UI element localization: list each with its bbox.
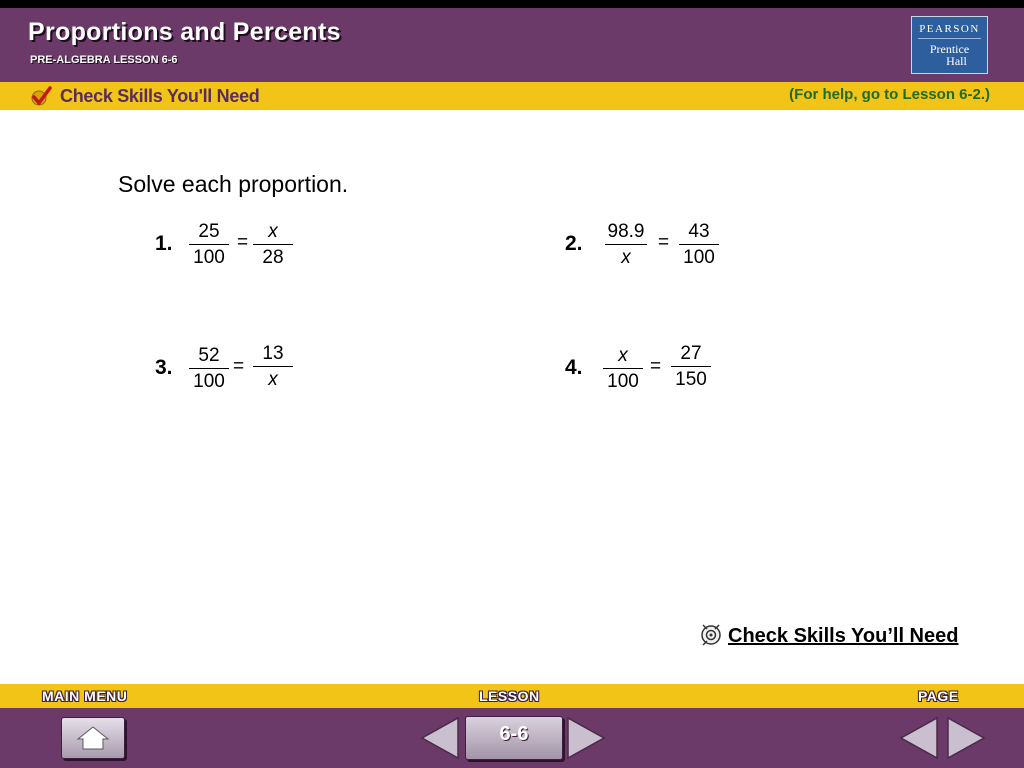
- skills-label: Check Skills You'll Need: [60, 86, 260, 106]
- fraction-left: [601, 220, 651, 269]
- logo-line3: Hall: [946, 54, 967, 68]
- problem-number: 4.: [565, 356, 583, 379]
- denominator: 28: [262, 247, 284, 268]
- fraction-right: [249, 220, 297, 269]
- fraction-bar: [189, 368, 229, 369]
- denominator: 100: [193, 247, 225, 268]
- numerator: 27: [680, 343, 702, 364]
- equals-sign: =: [237, 232, 249, 253]
- lesson-previous-arrow-left-icon[interactable]: [420, 716, 460, 760]
- fraction-bar: [605, 244, 647, 245]
- nav-labels-bar: [0, 684, 1024, 708]
- home-icon: [76, 725, 110, 751]
- fraction-left: [599, 344, 647, 393]
- problem-3: [155, 342, 295, 402]
- denominator: 100: [683, 247, 715, 268]
- skills-bar: [0, 82, 1024, 110]
- page-label: PAGE: [918, 688, 959, 704]
- lesson-number: 6-6: [465, 716, 563, 760]
- problem-4: [565, 342, 725, 402]
- fraction-bar: [603, 368, 643, 369]
- home-button[interactable]: [61, 717, 125, 759]
- top-edge: [0, 0, 1024, 8]
- lesson-subtitle: PRE-ALGEBRA LESSON 6-6: [30, 54, 178, 66]
- equals-sign: =: [658, 232, 670, 253]
- pearson-logo: [911, 16, 988, 74]
- fraction-bar: [189, 244, 229, 245]
- speaker-icon[interactable]: [700, 622, 724, 648]
- numerator: 98.9: [607, 221, 645, 242]
- equals-sign: =: [650, 356, 662, 377]
- header: [0, 8, 1024, 82]
- denominator: 100: [607, 371, 639, 392]
- fraction-bar: [679, 244, 719, 245]
- main-menu-label: MAIN MENU: [42, 688, 128, 704]
- instruction: Solve each proportion.: [118, 171, 349, 197]
- fraction-bar: [253, 244, 293, 245]
- nav-bar: [0, 708, 1024, 768]
- denominator: x: [268, 369, 278, 390]
- numerator: x: [268, 221, 278, 242]
- problem-1: [155, 220, 295, 280]
- check-icon: [30, 85, 52, 107]
- denominator: 150: [675, 369, 707, 390]
- problem-number: 3.: [155, 356, 173, 379]
- check-skills-link-text[interactable]: Check Skills You’ll Need: [728, 625, 959, 647]
- fraction-left: [185, 220, 233, 269]
- logo-line2: Prentice: [929, 42, 970, 56]
- lesson-label: LESSON: [479, 688, 540, 704]
- denominator: x: [621, 247, 631, 268]
- numerator: 13: [262, 343, 284, 364]
- numerator: 52: [198, 345, 220, 366]
- fraction-bar: [671, 366, 711, 367]
- page-next-arrow-right-icon[interactable]: [946, 716, 986, 760]
- problem-2: [565, 220, 725, 280]
- fraction-right: [249, 342, 297, 391]
- fraction-right: [667, 342, 715, 391]
- fraction-right: [675, 220, 723, 269]
- numerator: 25: [198, 221, 220, 242]
- fraction-left: [185, 344, 233, 393]
- numerator: 43: [688, 221, 710, 242]
- denominator: 100: [193, 371, 225, 392]
- lesson-next-arrow-right-icon[interactable]: [566, 716, 606, 760]
- numerator: x: [618, 345, 628, 366]
- fraction-bar: [253, 366, 293, 367]
- help-text: (For help, go to Lesson 6-2.): [789, 86, 990, 103]
- equals-sign: =: [233, 356, 245, 377]
- problem-number: 1.: [155, 232, 173, 255]
- page-previous-arrow-left-icon[interactable]: [899, 716, 939, 760]
- page-title: Proportions and Percents: [28, 18, 341, 46]
- logo-line1: PEARSON: [918, 23, 981, 39]
- problem-number: 2.: [565, 232, 583, 255]
